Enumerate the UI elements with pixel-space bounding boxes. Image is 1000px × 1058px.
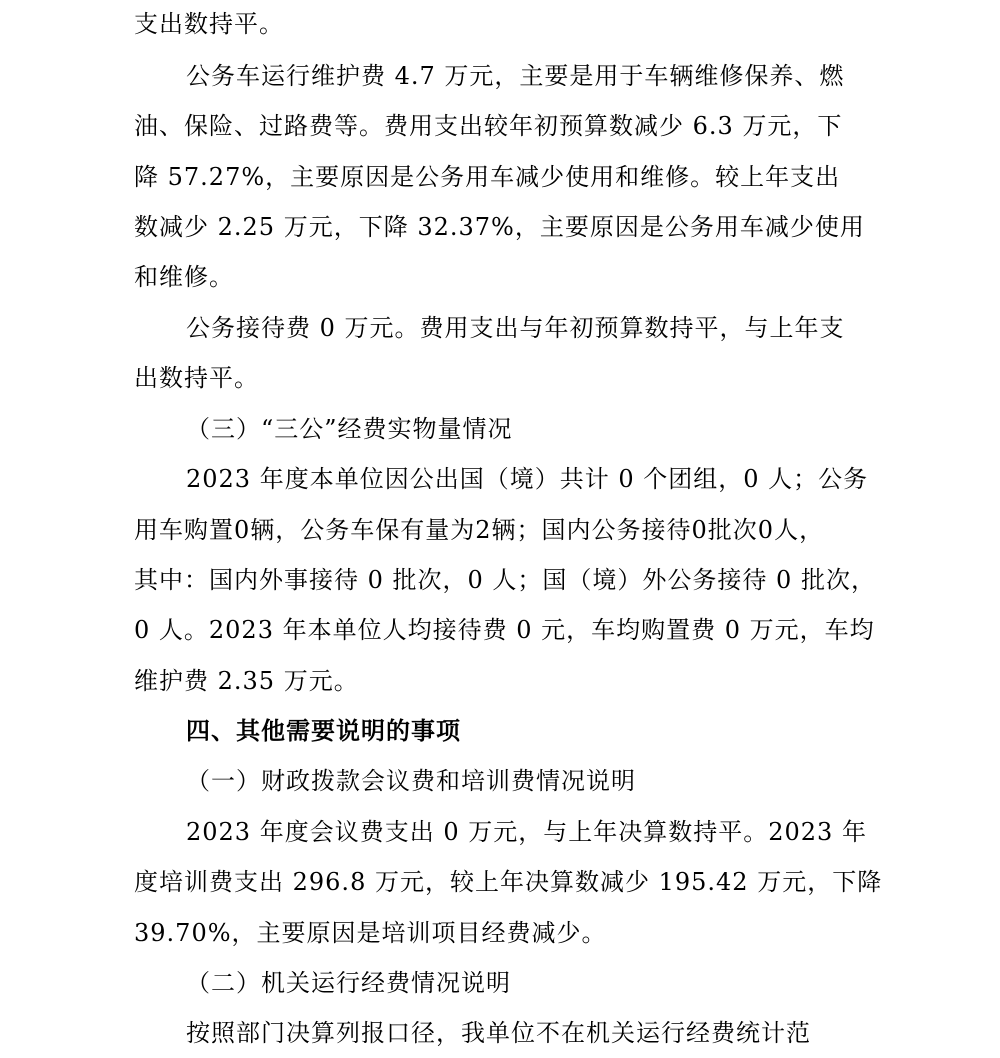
body-text-line: 支出数持平。 [134, 10, 284, 38]
paragraph-vehicle-maintenance-line-1: 公务车运行维护费 4.7 万元，主要是用于车辆维修保养、燃 [186, 62, 845, 90]
paragraph-meeting-training-line-1: 2023 年度会议费支出 0 万元，与上年决算数持平。2023 年 [186, 818, 867, 846]
paragraph-quantity-line-1: 2023 年度本单位因公出国（境）共计 0 个团组，0 人；公务 [186, 465, 869, 493]
paragraph-quantity-line-4: 0 人。2023 年本单位人均接待费 0 元，车均购置费 0 万元，车均 [134, 616, 875, 644]
paragraph-operating-expense-line-1: 按照部门决算列报口径，我单位不在机关运行经费统计范 [186, 1019, 811, 1047]
section-heading-operating-expense: （二）机关运行经费情况说明 [186, 969, 511, 997]
paragraph-vehicle-maintenance-line-3: 降 57.27%，主要原因是公务用车减少使用和维修。较上年支出 [134, 163, 841, 191]
paragraph-vehicle-maintenance-line-4: 数减少 2.25 万元，下降 32.37%，主要原因是公务用车减少使用 [134, 213, 865, 241]
section-heading-meeting-training: （一）财政拨款会议费和培训费情况说明 [186, 767, 636, 795]
paragraph-meeting-training-line-2: 度培训费支出 296.8 万元，较上年决算数减少 195.42 万元，下降 [134, 868, 883, 896]
paragraph-quantity-line-3: 其中：国内外事接待 0 批次，0 人；国（境）外公务接待 0 批次， [134, 566, 876, 594]
paragraph-reception-line-2: 出数持平。 [134, 364, 259, 392]
section-heading-three-public: （三）“三公”经费实物量情况 [186, 415, 513, 443]
paragraph-vehicle-maintenance-line-5: 和维修。 [134, 263, 234, 291]
paragraph-vehicle-maintenance-line-2: 油、保险、过路费等。费用支出较年初预算数减少 6.3 万元，下 [134, 112, 843, 140]
paragraph-quantity-line-5: 维护费 2.35 万元。 [134, 667, 359, 695]
paragraph-quantity-line-2: 用车购置0辆，公务车保有量为2辆；国内公务接待0批次0人， [134, 516, 825, 544]
paragraph-meeting-training-line-3: 39.70%，主要原因是培训项目经费减少。 [134, 919, 607, 947]
chapter-heading-other-matters: 四、其他需要说明的事项 [186, 716, 461, 745]
paragraph-reception-line-1: 公务接待费 0 万元。费用支出与年初预算数持平，与上年支 [186, 314, 845, 342]
